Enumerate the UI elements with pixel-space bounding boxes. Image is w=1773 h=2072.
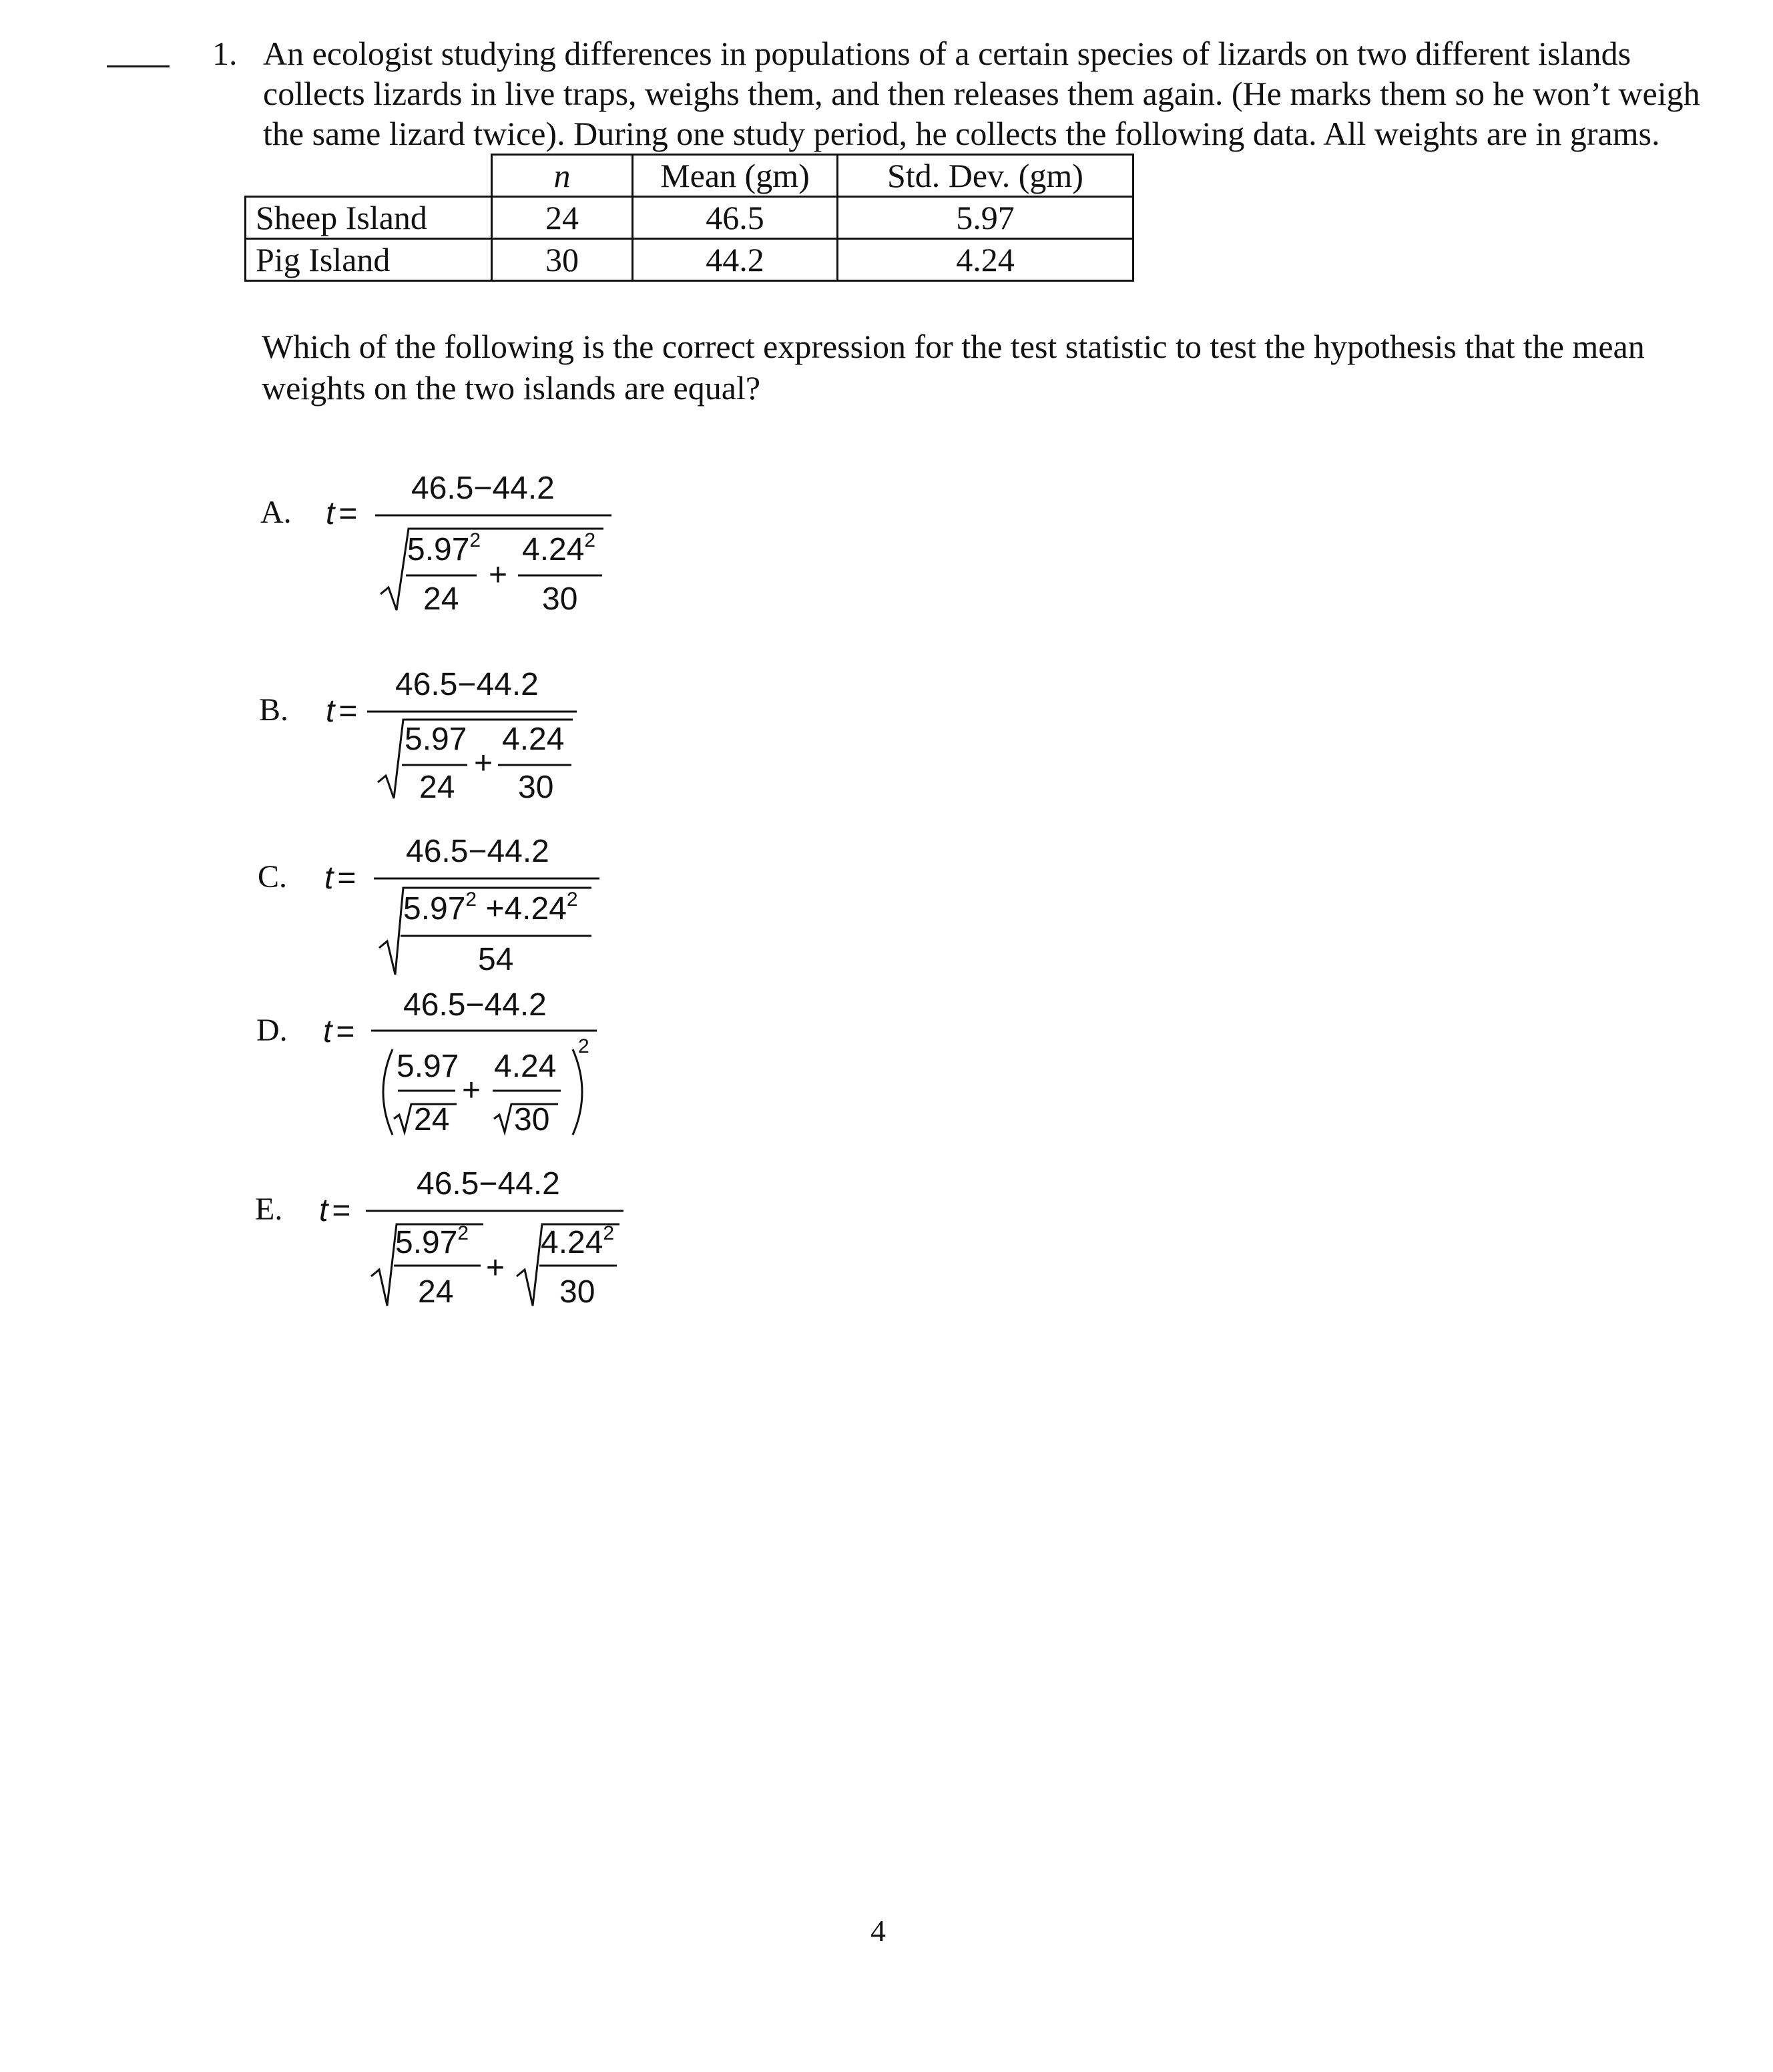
option-a-den-1: 24	[423, 581, 459, 617]
cell-n: 30	[492, 239, 633, 281]
exponent: 2	[457, 1222, 469, 1244]
option-d-num-1: 5.97	[397, 1049, 459, 1084]
t-symbol: t	[326, 694, 335, 729]
option-d-num-2: 4.24	[494, 1049, 557, 1084]
option-b-t-equals	[326, 693, 357, 730]
row-label: Pig Island	[246, 239, 492, 281]
term-value: 5.97	[403, 891, 466, 927]
term-value: 4.24	[541, 1225, 603, 1260]
exponent: 2	[584, 529, 596, 551]
option-b-den-2: 30	[518, 770, 554, 805]
exponent: 2	[566, 888, 578, 911]
header-std-dev: Std. Dev. (gm)	[838, 155, 1133, 197]
option-a-den-2: 30	[542, 581, 578, 617]
header-mean: Mean (gm)	[633, 155, 838, 197]
t-symbol: t	[319, 1193, 328, 1228]
term-value: 4.24	[522, 532, 585, 567]
option-e-term-2	[541, 1224, 614, 1262]
option-b-num-1: 5.97	[405, 722, 467, 757]
option-e-plus: +	[486, 1250, 505, 1286]
option-b-letter: B.	[259, 692, 289, 728]
option-d-left-paren	[383, 1049, 393, 1135]
option-e-term-1	[395, 1224, 469, 1262]
question-number: 1.	[212, 35, 238, 72]
equals-sign: =	[332, 1193, 351, 1228]
option-a-plus: +	[489, 557, 508, 593]
t-symbol: t	[324, 860, 334, 896]
cell-sd: 5.97	[838, 197, 1133, 239]
option-e-den-2: 30	[559, 1274, 595, 1310]
row-label: Sheep Island	[246, 197, 492, 239]
exponent: 2	[603, 1222, 615, 1244]
header-n: n	[492, 155, 633, 197]
option-a-term-2	[522, 531, 595, 569]
t-symbol: t	[326, 496, 335, 531]
question-line: An ecologist studying differences in populations of a certain species of lizards on two different islands	[263, 35, 1631, 72]
question-line: collects lizards in live traps, weighs them, and then releases them again. (He marks them so he won’t weigh	[263, 75, 1700, 112]
cell-mean: 44.2	[633, 239, 838, 281]
option-b-numerator: 46.5−44.2	[395, 667, 539, 702]
term-value: 5.97	[395, 1225, 458, 1260]
t-symbol: t	[323, 1014, 332, 1049]
option-d-numerator: 46.5−44.2	[403, 987, 547, 1023]
option-e-t-equals	[319, 1192, 350, 1229]
option-d-plus: +	[462, 1073, 481, 1108]
option-c-denominator: 54	[478, 942, 514, 977]
exponent: 2	[465, 888, 477, 911]
option-d-right-paren	[573, 1049, 582, 1135]
option-d-t-equals	[323, 1013, 354, 1050]
option-b-num-2: 4.24	[502, 722, 565, 757]
option-d-exponent: 2	[578, 1035, 589, 1057]
cell-sd: 4.24	[838, 239, 1133, 281]
option-d-den-1: 24	[414, 1102, 450, 1137]
equals-sign: =	[338, 694, 358, 729]
page-number: 4	[870, 1914, 886, 1948]
option-b-plus: +	[474, 746, 493, 781]
option-c-t-equals	[324, 860, 356, 896]
prompt-line: Which of the following is the correct expression for the test statistic to test the hypothesis that the mean	[262, 328, 1645, 365]
option-e-letter: E.	[255, 1192, 283, 1227]
option-a-t-equals	[326, 495, 357, 532]
term-value: +4.24	[485, 891, 567, 927]
term-value: 5.97	[407, 532, 470, 567]
question-line: the same lizard twice). During one study period, he collects the following data. All weights are in grams.	[263, 115, 1660, 152]
option-a-numerator: 46.5−44.2	[411, 471, 555, 506]
option-c-numerator: 46.5−44.2	[406, 834, 549, 869]
option-a-term-1	[407, 531, 481, 569]
equals-sign: =	[336, 1014, 355, 1049]
option-b-den-1: 24	[419, 770, 455, 805]
option-a-letter: A.	[260, 495, 292, 530]
option-c-radicand-top	[403, 890, 578, 928]
equals-sign: =	[337, 860, 356, 896]
option-e-den-1: 24	[418, 1274, 454, 1310]
option-e-numerator: 46.5−44.2	[417, 1166, 560, 1202]
option-d-den-2: 30	[514, 1102, 550, 1137]
equals-sign: =	[338, 496, 358, 531]
prompt-line: weights on the two islands are equal?	[262, 369, 761, 407]
cell-mean: 46.5	[633, 197, 838, 239]
option-c-letter: C.	[258, 859, 288, 894]
cell-n: 24	[492, 197, 633, 239]
option-d-letter: D.	[256, 1013, 288, 1048]
exponent: 2	[469, 529, 481, 551]
